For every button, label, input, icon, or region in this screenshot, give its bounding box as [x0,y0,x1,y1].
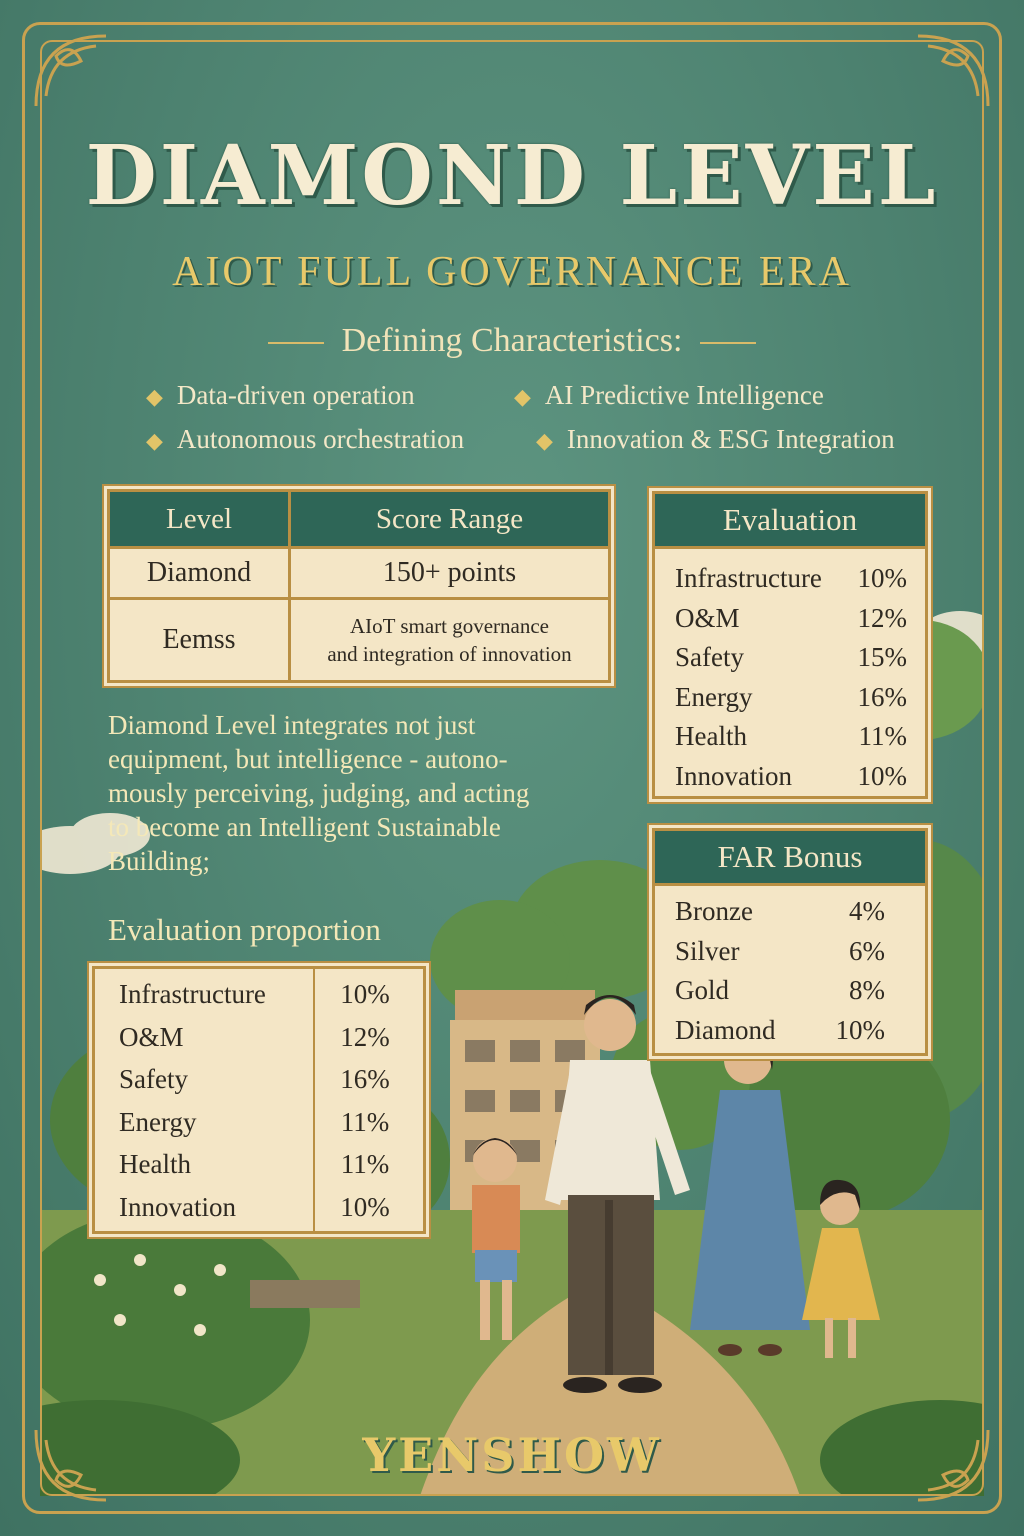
criterion-name: Energy [119,1106,197,1137]
diamond-bullet-icon: ◆ [146,428,163,453]
level-cell: Diamond [110,548,290,599]
characteristic-item [514,380,824,411]
criterion-value: 16% [340,1064,390,1094]
page-subtitle: AIOT FULL GOVERNANCE ERA [172,249,852,295]
criterion-value: 15% [857,642,907,672]
evaluation-row [655,757,925,797]
corner-ornament-top-left [26,26,116,116]
description-text [108,708,628,878]
table-row [110,598,608,680]
criterion-name: Innovation [119,1191,236,1222]
characteristic-item [146,424,464,455]
tier-value: 8% [849,975,885,1005]
proportion-row [95,1058,423,1101]
level-cell: Eemss [110,598,290,680]
page-title: DIAMOND LEVEL [85,128,939,224]
brand-footer: YENSHOW [362,1428,662,1482]
column-divider [313,969,315,1231]
proportion-row [95,1016,423,1059]
evaluation-row [655,559,925,599]
description-line: Diamond Level integrates not just [108,710,476,740]
criterion-name: Safety [119,1064,188,1094]
evaluation-row [655,599,925,639]
column-header-score-range: Score Range [290,492,609,548]
criterion-name: Infrastructure [675,563,822,593]
tier-value: 6% [849,935,885,966]
table-row [110,548,608,599]
diamond-bullet-icon: ◆ [536,428,553,453]
evaluation-row [655,678,925,718]
criterion-name: Safety [675,642,744,672]
proportion-title: Evaluation proportion [108,912,381,947]
criterion-value: 16% [857,681,907,712]
heading-rule-right [700,342,756,344]
description-line: mously perceiving, judging, and acting [108,778,530,808]
proportion-row [95,1143,423,1186]
far-bonus-row [655,932,925,972]
far-bonus-row [655,892,925,932]
criterion-name: O&M [675,602,740,633]
proportion-row [95,973,423,1016]
criterion-value: 10% [340,979,390,1009]
proportion-table [92,966,426,1234]
score-range-cell [290,598,609,680]
criterion-name: Energy [675,681,753,712]
description-line: equipment, but intelligence - autono- [108,744,508,774]
characteristic-label: Autonomous orchestration [176,424,465,454]
tier-name: Bronze [675,896,753,926]
criterion-name: Infrastructure [119,979,266,1009]
far-bonus-title: FAR Bonus [655,831,925,886]
score-range-line: AIoT smart governance [349,613,550,638]
characteristic-item [146,380,415,411]
tier-value: 10% [835,1014,885,1045]
far-bonus-row [655,971,925,1011]
diamond-bullet-icon: ◆ [146,384,163,409]
evaluation-row [655,638,925,678]
proportion-row [95,1101,423,1144]
tier-name: Diamond [675,1014,776,1045]
description-line: Building; [108,846,211,876]
far-bonus-row [655,1011,925,1051]
evaluation-title: Evaluation [655,494,925,549]
characteristics-heading [0,322,1024,360]
criterion-value: 10% [857,563,907,593]
characteristic-label: Innovation & ESG Integration [566,424,895,454]
criterion-name: Health [675,721,747,751]
criterion-name: Innovation [675,760,792,791]
criterion-value: 12% [340,1021,390,1052]
score-range-cell: 150+ points [290,548,609,599]
score-range-line: and integration of innovation [327,641,572,666]
criterion-value: 11% [858,721,907,751]
evaluation-panel [652,491,928,799]
corner-ornament-top-right [908,26,998,116]
tier-value: 4% [849,896,885,926]
heading-rule-left [268,342,324,344]
evaluation-row [655,717,925,757]
characteristic-label: Data-driven operation [176,380,415,410]
characteristic-label: AI Predictive Intelligence [544,380,824,410]
level-score-table [107,489,611,683]
criterion-name: O&M [119,1021,184,1052]
criterion-value: 11% [340,1149,390,1179]
far-bonus-panel [652,828,928,1056]
description-line: to become an Intelligent Sustainable [108,812,501,842]
table-header-row [110,492,608,548]
criterion-value: 11% [340,1106,390,1137]
criterion-value: 10% [340,1191,390,1222]
diamond-bullet-icon: ◆ [514,384,531,409]
characteristics-heading-text: Defining Characteristics: [341,322,683,359]
criterion-value: 12% [857,602,907,633]
tier-name: Gold [675,975,729,1005]
column-header-level: Level [110,492,290,548]
characteristic-item [536,424,895,455]
criterion-value: 10% [857,760,907,791]
tier-name: Silver [675,935,740,966]
criterion-name: Health [119,1149,191,1179]
proportion-row [95,1186,423,1229]
